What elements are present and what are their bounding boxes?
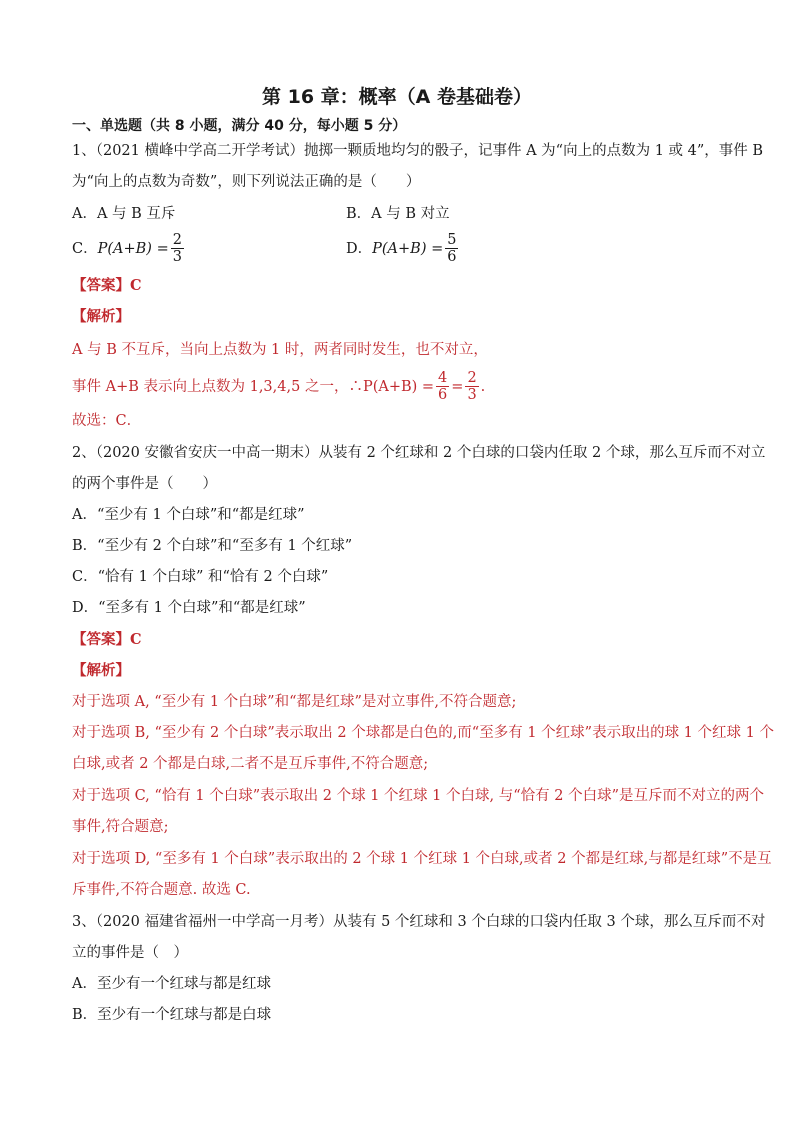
q2-analysis-line: 事件,符合题意;	[72, 819, 169, 835]
q1-analysis-label: 【解析】	[72, 308, 130, 325]
q2-analysis-line: 对于选项 C, “恰有 1 个白球”表示取出 2 个球 1 个红球 1 个白球, 与“恰有 2 个白球”是互斥而不对立的两个	[72, 788, 764, 804]
q1-analysis-fraction-2	[465, 370, 478, 403]
q1-analysis-fraction-1-numerator: 4	[438, 370, 448, 386]
q1-analysis-line2	[72, 370, 485, 406]
q1-analysis-fraction-2-numerator: 2	[467, 370, 477, 386]
q2-analysis-line: 斥事件,不符合题意. 故选 C.	[72, 882, 251, 898]
q2-stem-line2: 的两个事件是（ ）	[72, 476, 217, 492]
q1-analysis-fraction-1-denominator: 6	[438, 387, 448, 403]
q2-analysis-line: 对于选项 D, “至多有 1 个白球”表示取出的 2 个球 1 个红球 1 个白球,或者 2 个都是红球,与都是红球”不是互	[72, 851, 772, 867]
q3-stem-line2: 立的事件是（ ）	[72, 945, 188, 961]
q1-analysis-equals: =	[451, 378, 464, 395]
q1-option-c-fraction	[171, 232, 184, 265]
q2-analysis-line: 对于选项 B, “至少有 2 个白球”表示取出 2 个球都是白色的,而“至多有 1 个红球”表示取出的球 1 个红球 1 个	[72, 725, 774, 741]
q2-analysis-line: 白球,或者 2 个都是白球,二者不是互斥事件,不符合题意;	[72, 756, 429, 772]
q2-stem-line1: 2、（2020 安徽省安庆一中高一期末）从装有 2 个红球和 2 个白球的口袋内任取 2 个球，那么互斥而不对立	[72, 445, 766, 461]
q2-option-c: C．“恰有 1 个白球” 和“恰有 2 个白球”	[72, 569, 329, 585]
q1-option-c-expr: P(A+B) =	[97, 240, 169, 257]
q1-option-d	[346, 232, 460, 268]
q1-option-c-numerator: 2	[172, 232, 182, 248]
q1-option-b: B．A 与 B 对立	[346, 206, 450, 222]
q1-option-c	[72, 232, 186, 268]
q2-option-a: A．“至少有 1 个白球”和“都是红球”	[72, 507, 305, 523]
q1-option-c-prefix: C．	[72, 240, 98, 257]
q1-analysis-period: .	[480, 378, 486, 395]
q1-option-c-denominator: 3	[172, 249, 182, 265]
q1-option-d-fraction	[445, 232, 458, 265]
q1-option-a: A．A 与 B 互斥	[72, 206, 176, 222]
q1-analysis-fraction-2-denominator: 3	[467, 387, 477, 403]
q3-option-b: B．至少有一个红球与都是白球	[72, 1007, 272, 1023]
q1-stem-line2: 为“向上的点数为奇数”，则下列说法正确的是（ ）	[72, 174, 421, 190]
q2-option-b: B．“至少有 2 个白球”和“至多有 1 个红球”	[72, 538, 353, 554]
q1-option-d-denominator: 6	[447, 249, 457, 265]
q2-analysis-label: 【解析】	[72, 662, 130, 679]
q3-stem-line1: 3、（2020 福建省福州一中学高一月考）从装有 5 个红球和 3 个白球的口袋内任取 3 个球，那么互斥而不对	[72, 914, 766, 930]
q2-analysis-line: 对于选项 A, “至少有 1 个白球”和“都是红球”是对立事件,不符合题意;	[72, 694, 517, 710]
section-header: 一、单选题（共 8 小题，满分 40 分，每小题 5 分）	[72, 118, 407, 134]
q2-option-d: D．“至多有 1 个白球”和“都是红球”	[72, 600, 306, 616]
q1-stem-line1: 1、（2021 横峰中学高二开学考试）抛掷一颗质地均匀的骰子，记事件 A 为“向上的点数为 1 或 4”，事件 B	[72, 143, 764, 159]
q1-option-d-expr: P(A+B) =	[372, 240, 444, 257]
q3-option-a: A．至少有一个红球与都是红球	[72, 976, 271, 992]
q1-option-d-numerator: 5	[447, 232, 457, 248]
q1-analysis-line2-prefix: 事件 A+B 表示向上点数为 1,3,4,5 之一，∴P(A+B) =	[72, 378, 435, 395]
q1-conclusion: 故选：C．	[72, 413, 142, 429]
q1-analysis-fraction-1	[436, 370, 449, 403]
q1-answer: 【答案】C	[72, 277, 142, 294]
q2-answer: 【答案】C	[72, 631, 142, 648]
q1-option-d-prefix: D．	[346, 240, 373, 257]
q1-analysis-line1: A 与 B 不互斥，当向上点数为 1 时，两者同时发生，也不对立，	[72, 342, 488, 358]
page-title: 第 16 章：概率（A 卷基础卷）	[262, 86, 532, 108]
